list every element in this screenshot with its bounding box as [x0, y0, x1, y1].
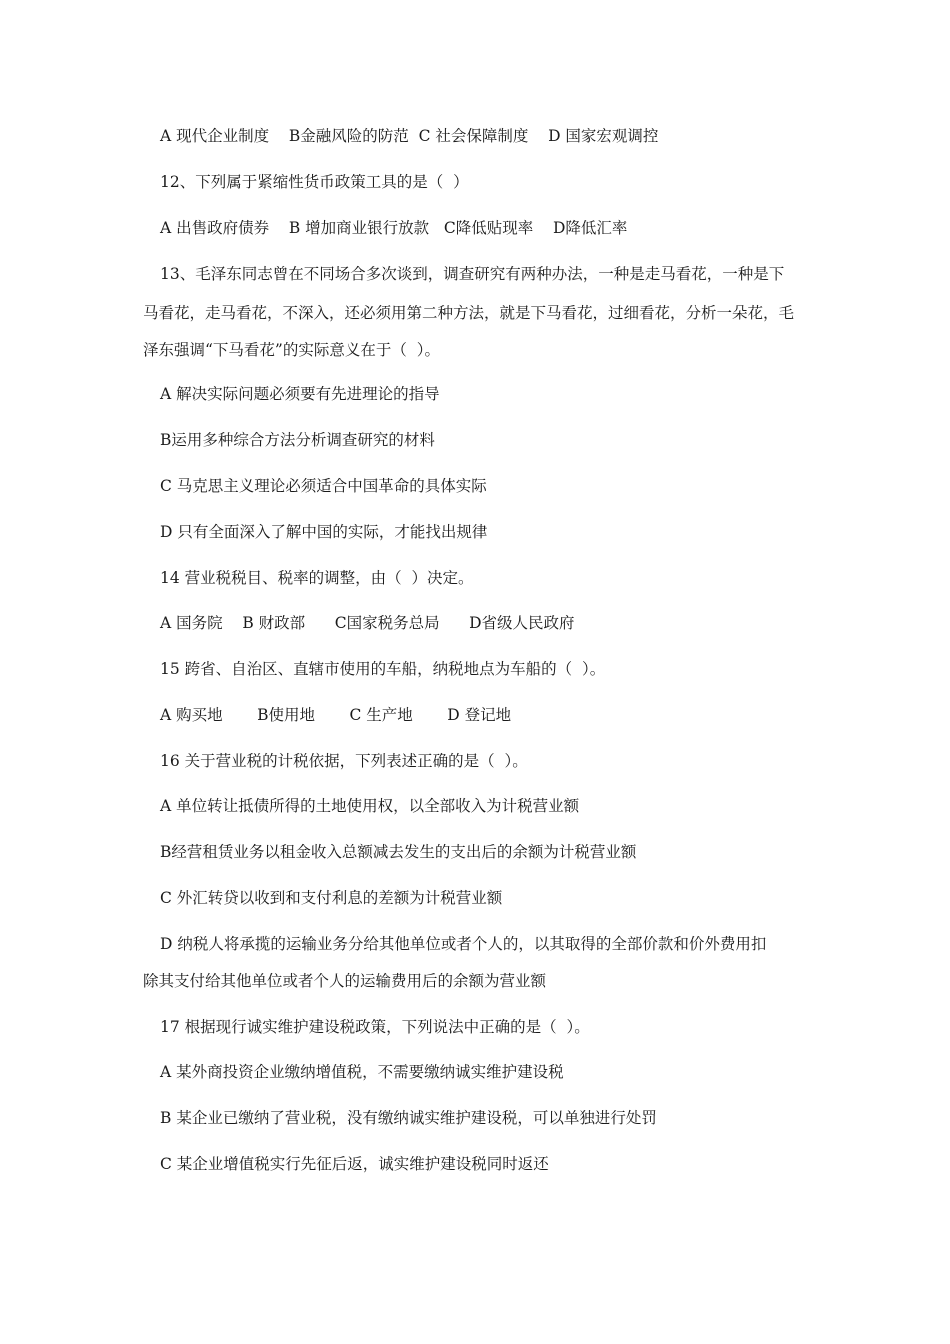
q16-option-a: A 单位转让抵债所得的土地使用权，以全部收入为计税营业额 — [160, 797, 580, 815]
q13-option-b: B运用多种综合方法分析调查研究的材料 — [160, 431, 435, 449]
q12-options: A 出售政府债券 B 增加商业银行放款 C降低贴现率 D降低汇率 — [160, 219, 628, 237]
q14-question: 14 营业税税目、税率的调整，由（ ）决定。 — [160, 569, 474, 587]
q11-options: A 现代企业制度 B金融风险的防范 C 社会保障制度 D 国家宏观调控 — [160, 127, 659, 145]
q16-option-b: B经营租赁业务以租金收入总额减去发生的支出后的余额为计税营业额 — [160, 843, 637, 861]
q13-question-line-2: 马看花，走马看花，不深入，还必须用第二种方法，就是下马看花，过细看花，分析一朵花，毛 — [143, 304, 795, 322]
q17-option-a: A 某外商投资企业缴纳增值税，不需要缴纳诚实维护建设税 — [160, 1063, 564, 1081]
q13-option-d: D 只有全面深入了解中国的实际，才能找出规律 — [160, 523, 488, 541]
q17-option-b: B 某企业已缴纳了营业税，没有缴纳诚实维护建设税，可以单独进行处罚 — [160, 1109, 657, 1127]
q15-question: 15 跨省、自治区、直辖市使用的车船，纳税地点为车船的（ ）。 — [160, 660, 606, 678]
q13-question-line-3: 泽东强调“下马看花”的实际意义在于（ ）。 — [143, 341, 440, 359]
q16-option-d-line-1: D 纳税人将承揽的运输业务分给其他单位或者个人的，以其取得的全部价款和价外费用扣 — [160, 935, 767, 953]
q15-options: A 购买地 B使用地 C 生产地 D 登记地 — [160, 706, 512, 724]
q17-option-c: C 某企业增值税实行先征后返，诚实维护建设税同时返还 — [160, 1155, 549, 1173]
q13-option-c: C 马克思主义理论必须适合中国革命的具体实际 — [160, 477, 487, 495]
q16-option-c: C 外汇转贷以收到和支付利息的差额为计税营业额 — [160, 889, 503, 907]
q13-question-line-1: 13、毛泽东同志曾在不同场合多次谈到，调查研究有两种办法，一种是走马看花，一种是下 — [160, 265, 785, 283]
q16-question: 16 关于营业税的计税依据，下列表述正确的是（ ）。 — [160, 752, 528, 770]
q13-option-a: A 解决实际问题必须要有先进理论的指导 — [160, 385, 440, 403]
q17-question: 17 根据现行诚实维护建设税政策，下列说法中正确的是（ ）。 — [160, 1018, 590, 1036]
q14-options: A 国务院 B 财政部 C国家税务总局 D省级人民政府 — [160, 614, 575, 632]
q12-question: 12、下列属于紧缩性货币政策工具的是（ ） — [160, 173, 469, 191]
q16-option-d-line-2: 除其支付给其他单位或者个人的运输费用后的余额为营业额 — [143, 972, 547, 990]
